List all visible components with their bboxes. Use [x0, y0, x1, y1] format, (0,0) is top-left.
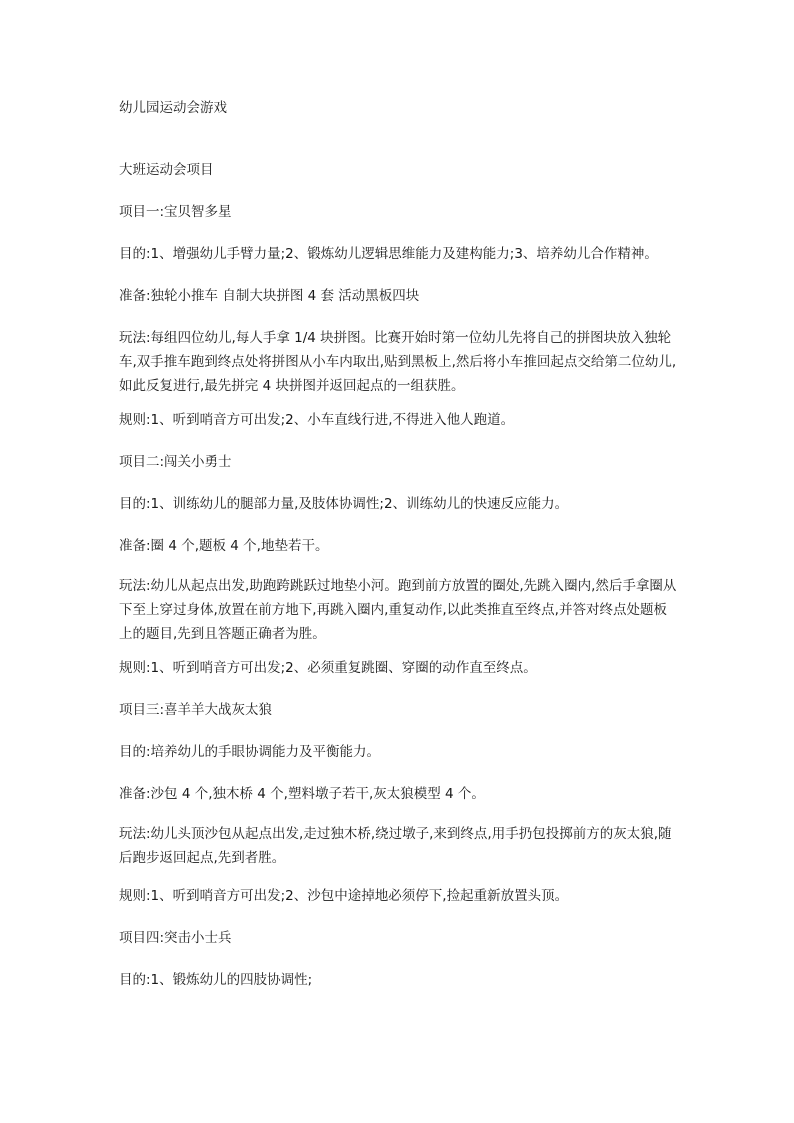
item-2-purpose: 目的:1、训练幼儿的腿部力量,及肢体协调性;2、训练幼儿的快速反应能力。	[119, 496, 569, 512]
document-title: 幼儿园运动会游戏	[119, 100, 227, 116]
item-1-purpose: 目的:1、增强幼儿手臂力量;2、锻炼幼儿逻辑思维能力及建构能力;3、培养幼儿合作精神。	[119, 246, 658, 262]
item-1-rules: 规则:1、听到哨音方可出发;2、小车直线行进,不得进入他人跑道。	[119, 412, 515, 428]
item-2-rules: 规则:1、听到哨音方可出发;2、必须重复跳圈、穿圈的动作直至终点。	[119, 660, 537, 676]
item-heading-4: 项目四:突击小士兵	[119, 930, 232, 946]
item-heading-3: 项目三:喜羊羊大战灰太狼	[119, 702, 273, 718]
item-heading-1: 项目一:宝贝智多星	[119, 204, 232, 220]
item-1-preparation: 准备:独轮小推车 自制大块拼图 4 套 活动黑板四块	[119, 288, 420, 304]
item-4-purpose: 目的:1、锻炼幼儿的四肢协调性;	[119, 972, 313, 988]
item-3-preparation: 准备:沙包 4 个,独木桥 4 个,塑料墩子若干,灰太狼模型 4 个。	[119, 786, 485, 802]
section-heading: 大班运动会项目	[119, 162, 214, 178]
item-3-gameplay: 玩法:幼儿头顶沙包从起点出发,走过独木桥,绕过墩子,来到终点,用手扔包投掷前方的灰太狼,随后跑步返回起点,先到者胜。	[119, 826, 672, 866]
item-heading-2: 项目二:闯关小勇士	[119, 454, 232, 470]
item-1-gameplay: 玩法:每组四位幼儿,每人手拿 1/4 块拼图。比赛开始时第一位幼儿先将自己的拼图块放入独轮车,双手推车跑到终点处将拼图从小车内取出,贴到黑板上,然后将小车推回起点交给第二位幼儿,如此反复进行,最先拼完 4 块拼图并返回起点的一组获胜。	[119, 330, 677, 394]
item-3-rules: 规则:1、听到哨音方可出发;2、沙包中途掉地必须停下,捡起重新放置头顶。	[119, 888, 569, 904]
item-2-gameplay: 玩法:幼儿从起点出发,助跑跨跳跃过地垫小河。跑到前方放置的圈处,先跳入圈内,然后手拿圈从下至上穿过身体,放置在前方地下,再跳入圈内,重复动作,以此类推直至终点,并答对终点处题板上的题目,先到且答题正确者为胜。	[119, 578, 677, 642]
item-2-preparation: 准备:圈 4 个,题板 4 个,地垫若干。	[119, 538, 329, 554]
item-3-purpose: 目的:培养幼儿的手眼协调能力及平衡能力。	[119, 744, 381, 760]
